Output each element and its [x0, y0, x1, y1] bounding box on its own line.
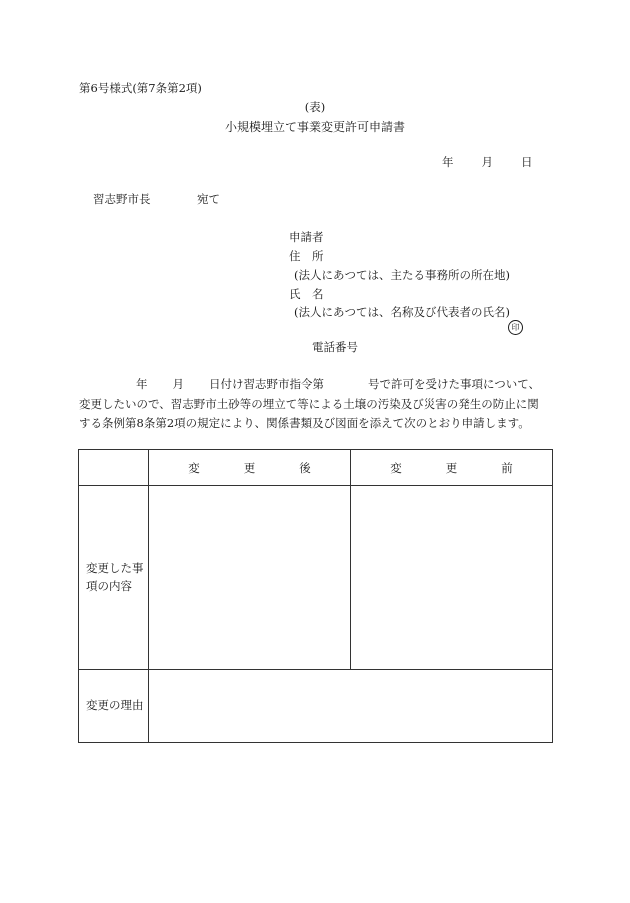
row-label-content: [79, 486, 149, 670]
body-line-2: 変更したいので、習志野市土砂等の埋立て等による土壌の汚染及び災害の発生の防止に関: [79, 397, 539, 411]
header-after-char: 変: [188, 460, 200, 475]
form-number: 第6号様式(第7条第2項): [79, 81, 202, 95]
row-label-content-line2: 項の内容: [86, 578, 132, 593]
address-label: 住 所: [289, 249, 324, 263]
row-label-reason: 変更の理由: [79, 670, 149, 743]
body-rest: 号で許可を受けた事項について、: [368, 377, 541, 391]
name-note: (法人にあつては、名称及び代表者の氏名): [294, 305, 510, 319]
body-date: 日付け習志野市指令第: [209, 377, 324, 391]
table-row-reason: [79, 670, 553, 743]
row-label-content-line1: 変更した事: [86, 560, 144, 575]
change-table: [78, 449, 553, 743]
date-line: [442, 157, 533, 169]
body-line-3: する条例第8条第2項の規定により、関係書類及び図面を添えて次のとおり申請します。: [79, 416, 530, 430]
header-after: [149, 450, 351, 486]
header-empty-cell: [79, 450, 149, 486]
date-month: 月: [481, 155, 493, 169]
reason-cell[interactable]: [149, 670, 553, 743]
header-after-char: 後: [299, 460, 311, 475]
date-day: 日: [521, 155, 533, 169]
table-header-row: [79, 450, 553, 486]
side-label: (表): [304, 100, 326, 114]
phone-label: 電話番号: [312, 340, 358, 354]
document-title: 小規模埋立て事業変更許可申請書: [224, 120, 405, 134]
body-year: 年: [136, 377, 148, 391]
after-content-cell[interactable]: [149, 486, 351, 670]
body-line-1: [136, 379, 540, 391]
header-before: [351, 450, 553, 486]
table-row-content: [79, 486, 553, 670]
header-before-char: 変: [390, 460, 402, 475]
addressee-suffix: 宛て: [197, 192, 220, 206]
seal-mark: 印: [508, 320, 523, 335]
date-year: 年: [442, 155, 454, 169]
header-before-char: 更: [445, 460, 458, 475]
addressee: [93, 194, 220, 206]
applicant-label: 申請者: [289, 230, 324, 244]
header-before-char: 前: [501, 460, 513, 475]
address-note: (法人にあつては、主たる事務所の所在地): [294, 268, 510, 282]
before-content-cell[interactable]: [351, 486, 553, 670]
header-after-char: 更: [243, 460, 256, 475]
name-label: 氏 名: [289, 287, 324, 301]
addressee-mayor: 習志野市長: [93, 192, 151, 206]
body-month: 月: [172, 377, 184, 391]
